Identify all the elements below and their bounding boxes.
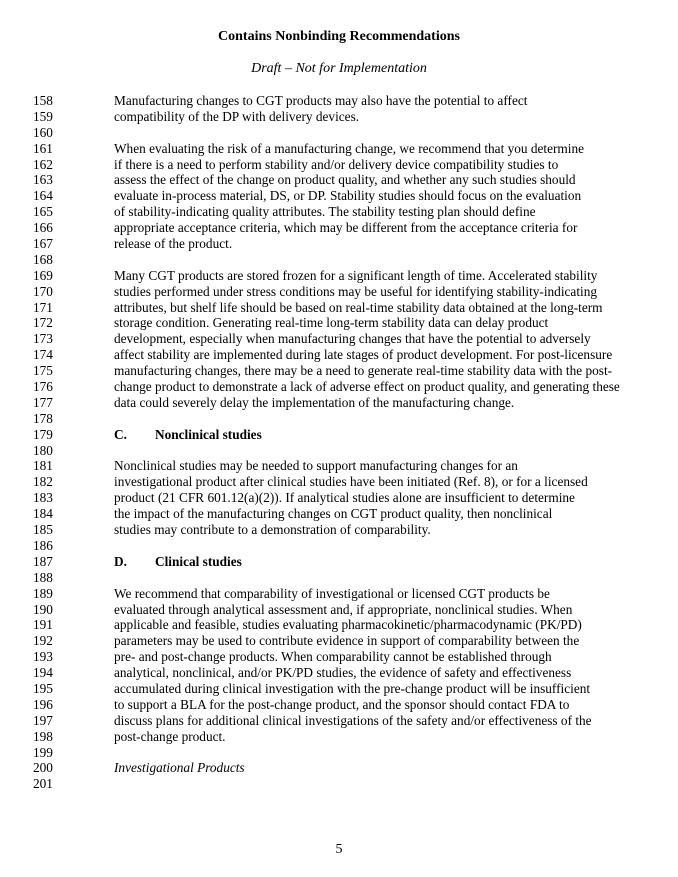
text-line: development, especially when manufacturing changes that have the potential to adversely: [114, 331, 591, 347]
paragraph-frozen-products: [114, 268, 646, 411]
line-number: 198: [33, 728, 53, 744]
line-number: 170: [33, 283, 53, 299]
line-number: 200: [33, 760, 53, 776]
blank-line: [114, 125, 646, 141]
line-number: 169: [33, 267, 53, 283]
line-number: 160: [33, 124, 53, 140]
text-line: affect stability are implemented during late stages of product development. For post-licensure: [114, 347, 613, 363]
document-header-subtitle: Draft – Not for Implementation: [251, 61, 427, 76]
document-header-title: Contains Nonbinding Recommendations: [218, 29, 460, 44]
line-number: 179: [33, 426, 53, 442]
text-line: storage condition. Generating real-time long-term stability data can delay product: [114, 315, 549, 331]
line-number: 194: [33, 665, 53, 681]
subheading-investigational-products: Investigational Products: [114, 760, 245, 776]
text-line: post-change product.: [114, 728, 226, 744]
line-number: 177: [33, 394, 53, 410]
paragraph-nonclinical: [114, 458, 646, 537]
line-number: 199: [33, 744, 53, 760]
text-line: compatibility of the DP with delivery devices.: [114, 108, 360, 124]
text-line: to support a BLA for the post-change product, and the sponsor should contact FDA to: [114, 696, 570, 712]
line-number: 201: [33, 776, 53, 792]
text-line: evaluate in-process material, DS, or DP. Stability studies should focus on the evaluation: [114, 188, 582, 204]
line-number: 183: [33, 490, 53, 506]
text-line: pre- and post-change products. When comparability cannot be established through: [114, 649, 552, 665]
line-number: 188: [33, 569, 53, 585]
line-number: 173: [33, 331, 53, 347]
line-number: 189: [33, 585, 53, 601]
section-letter: D.: [114, 553, 127, 569]
line-number: 178: [33, 410, 53, 426]
blank-line: [114, 538, 646, 554]
blank-line: [114, 443, 646, 459]
section-title: Clinical studies: [155, 553, 242, 569]
line-number: 159: [33, 108, 53, 124]
line-number: 196: [33, 696, 53, 712]
page-number: 5: [335, 842, 343, 857]
line-number: 164: [33, 188, 53, 204]
text-line: evaluated through analytical assessment and, if appropriate, nonclinical studies. When: [114, 601, 573, 617]
text-line: Manufacturing changes to CGT products may also have the potential to affect: [114, 93, 528, 108]
line-number-column: [33, 93, 53, 792]
line-number: 167: [33, 236, 53, 252]
line-number: 161: [33, 140, 53, 156]
text-line: When evaluating the risk of a manufacturing change, we recommend that you determine: [114, 140, 585, 156]
line-number: 193: [33, 649, 53, 665]
text-line: We recommend that comparability of investigational or licensed CGT products be: [114, 585, 550, 601]
text-line: change product to demonstrate a lack of adverse effect on product quality, and generating these: [114, 379, 620, 395]
line-number: 187: [33, 553, 53, 569]
line-number: 166: [33, 220, 53, 236]
text-line: studies performed under stress conditions may be useful for identifying stability-indicating: [114, 283, 598, 299]
line-number: 182: [33, 474, 53, 490]
paragraph-risk-evaluation: [114, 141, 646, 252]
line-number: 165: [33, 204, 53, 220]
text-line: accumulated during clinical investigation with the pre-change product will be insufficient: [114, 680, 591, 696]
line-number: 180: [33, 442, 53, 458]
document-body: [114, 93, 646, 776]
line-number: 163: [33, 172, 53, 188]
line-number: 175: [33, 363, 53, 379]
line-number: 174: [33, 347, 53, 363]
line-number: 192: [33, 633, 53, 649]
line-number: 181: [33, 458, 53, 474]
text-line: Nonclinical studies may be needed to support manufacturing changes for an: [114, 458, 518, 474]
section-letter: C.: [114, 426, 127, 442]
line-number: 168: [33, 251, 53, 267]
line-number: 162: [33, 156, 53, 172]
line-number: 184: [33, 506, 53, 522]
blank-line: [114, 252, 646, 268]
line-number: 185: [33, 522, 53, 538]
line-number: 190: [33, 601, 53, 617]
line-number: 158: [33, 93, 53, 108]
text-line: investigational product after clinical studies have been initiated (Ref. 8), or for a licensed: [114, 474, 588, 490]
text-line: analytical, nonclinical, and/or PK/PD studies, the evidence of safety and effectiveness: [114, 665, 572, 681]
text-line: if there is a need to perform stability and/or delivery device compatibility studies to: [114, 156, 559, 172]
text-line: discuss plans for additional clinical investigations of the safety and/or effectiveness of the: [114, 712, 592, 728]
section-heading-nonclinical: [114, 427, 646, 443]
line-number: 171: [33, 299, 53, 315]
section-heading-clinical: [114, 554, 646, 570]
line-number: 172: [33, 315, 53, 331]
blank-line: [114, 745, 646, 761]
paragraph-clinical: [114, 586, 646, 745]
paragraph-stability-devices: [114, 93, 646, 125]
text-line: parameters may be used to contribute evidence in support of comparability between the: [114, 633, 580, 649]
line-number: 191: [33, 617, 53, 633]
text-line: studies may contribute to a demonstration of comparability.: [114, 522, 431, 538]
line-number: 195: [33, 680, 53, 696]
blank-line: [114, 570, 646, 586]
text-line: Many CGT products are stored frozen for a significant length of time. Accelerated stability: [114, 267, 598, 283]
text-line: release of the product.: [114, 236, 233, 252]
blank-line: [114, 411, 646, 427]
text-line: attributes, but shelf life should be based on real-time stability data obtained at the long-term: [114, 299, 603, 315]
text-line: assess the effect of the change on product quality, and whether any such studies should: [114, 172, 576, 188]
line-number: 176: [33, 379, 53, 395]
text-line: manufacturing changes, there may be a need to generate real-time stability data with the post-: [114, 363, 613, 379]
text-line: the impact of the manufacturing changes on CGT product quality, then nonclinical: [114, 506, 553, 522]
text-line: of stability-indicating quality attributes. The stability testing plan should define: [114, 204, 536, 220]
line-number: 197: [33, 712, 53, 728]
text-line: data could severely delay the implementation of the manufacturing change.: [114, 394, 515, 410]
text-line: appropriate acceptance criteria, which may be different from the acceptance criteria for: [114, 220, 578, 236]
text-line: applicable and feasible, studies evaluating pharmacokinetic/pharmacodynamic (PK/PD): [114, 617, 582, 633]
text-line: product (21 CFR 601.12(a)(2)). If analytical studies alone are insufficient to determine: [114, 490, 575, 506]
section-title: Nonclinical studies: [155, 426, 262, 442]
line-number: 186: [33, 537, 53, 553]
